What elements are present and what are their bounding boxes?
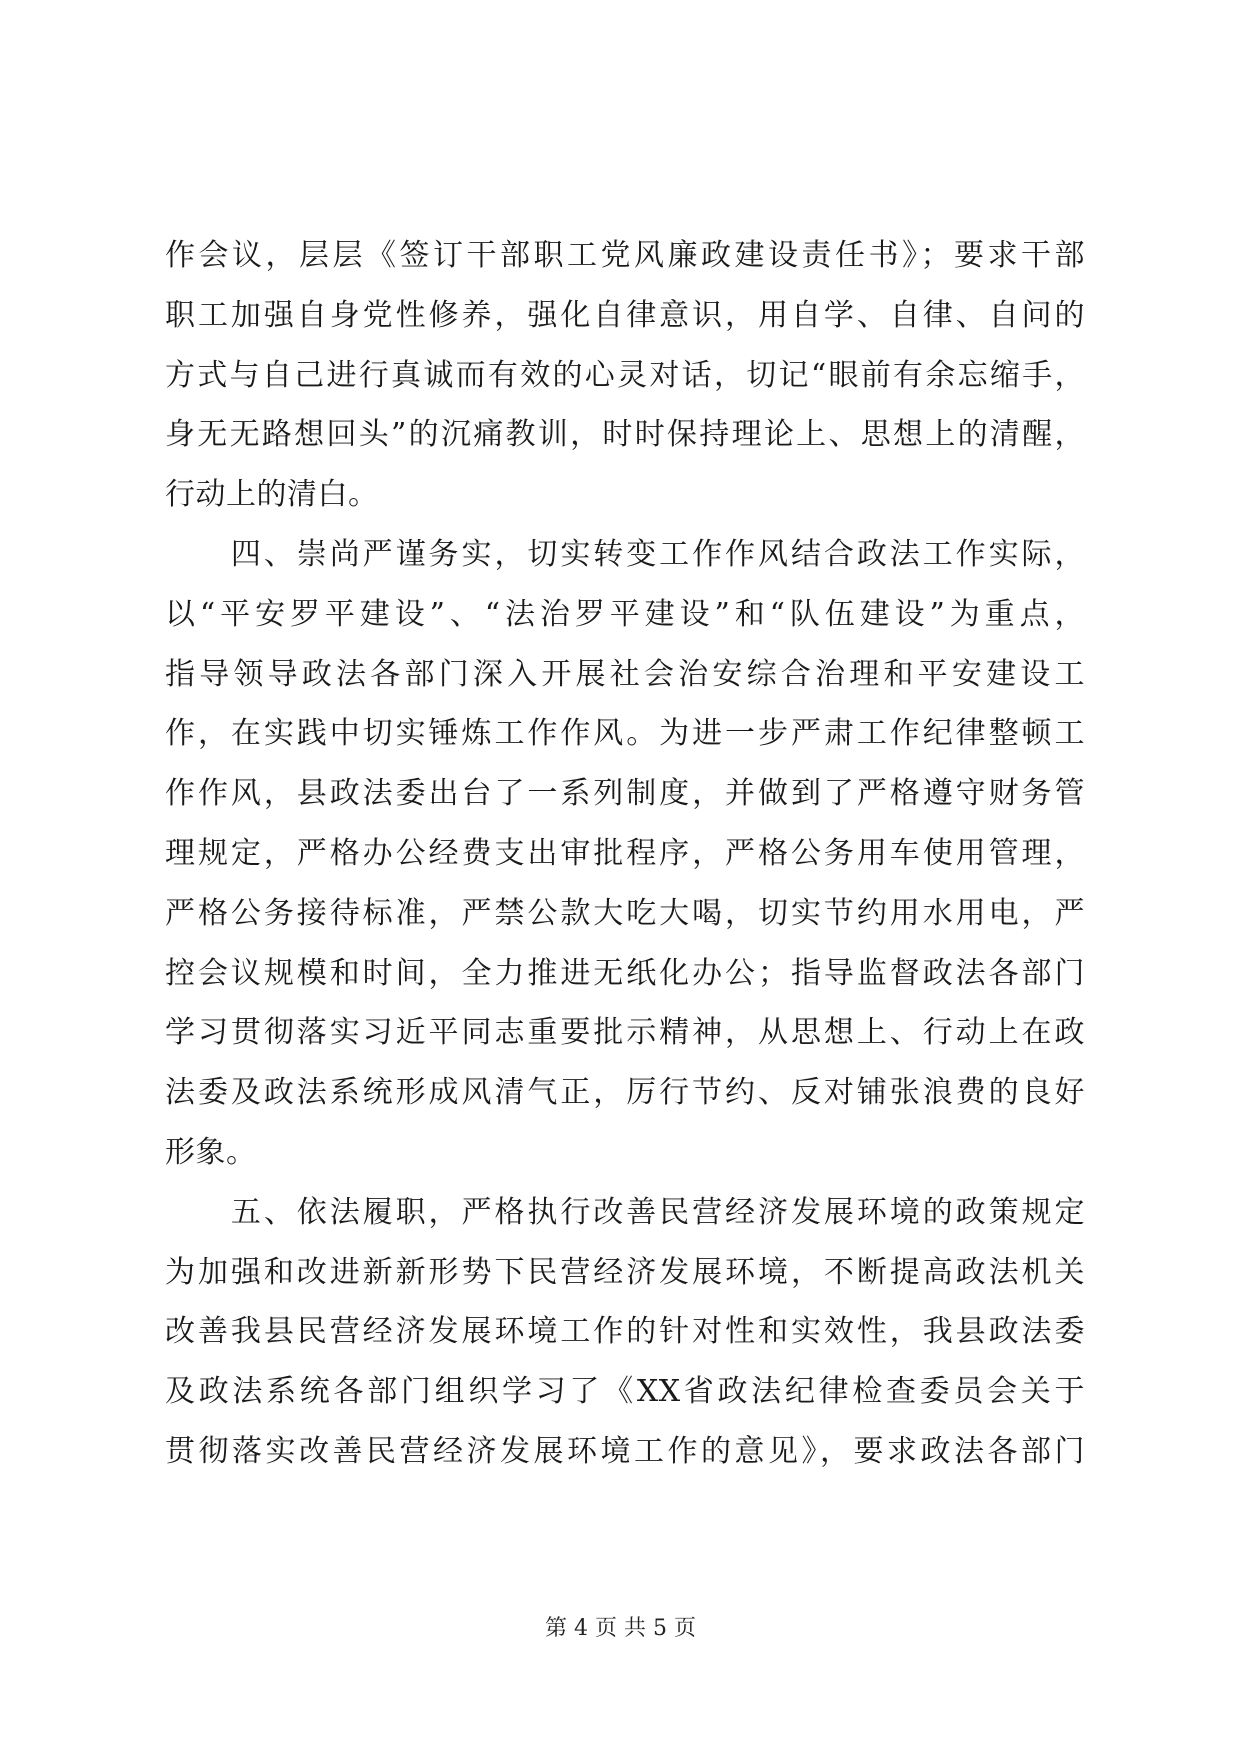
text-line: 作会议，层层《签订干部职工党风廉政建设责任书》；要求干部: [165, 238, 1085, 273]
text-line: 方式与自己进行真诚而有效的心灵对话，切记“眼前有余忘缩手，: [165, 357, 1085, 393]
text-line: 改善我县民营经济发展环境工作的针对性和实效性，我县政法委: [165, 1314, 1085, 1350]
text-line: 及政法系统各部门组织学习了《XX省政法纪律检查委员会关于: [165, 1374, 1085, 1410]
text-line: 学习贯彻落实习近平同志重要批示精神，从思想上、行动上在政: [165, 1015, 1085, 1051]
text-line: 严格公务接待标准，严禁公款大吃大喝，切实节约用水用电，严: [165, 895, 1085, 931]
text-line: 为加强和改进新新形势下民营经济发展环境，不断提高政法机关: [165, 1254, 1085, 1290]
text-line: 以“平安罗平建设”、“法治罗平建设”和“队伍建设”为重点，: [165, 596, 1085, 632]
text-line: 形象。: [165, 1134, 257, 1170]
text-line: 作作风，县政法委出台了一系列制度，并做到了严格遵守财务管: [165, 776, 1085, 812]
text-line: 职工加强自身党性修养，强化自律意识，用自学、自律、自问的: [165, 297, 1085, 333]
text-line: 控会议规模和时间，全力推进无纸化办公；指导监督政法各部门: [165, 955, 1085, 991]
text-line: 作，在实践中切实锤炼工作作风。为进一步严肃工作纪律整顿工: [165, 716, 1085, 752]
text-line: 指导领导政法各部门深入开展社会治安综合治理和平安建设工: [165, 656, 1085, 692]
text-line: 贯彻落实改善民营经济发展环境工作的意见》，要求政法各部门: [165, 1433, 1085, 1469]
page-number-footer: 第 4 页 共 5 页: [545, 1616, 696, 1641]
text-line: 四、崇尚严谨务实，切实转变工作作风结合政法工作实际，: [165, 536, 1085, 572]
text-line: 身无无路想回头”的沉痛教训，时时保持理论上、思想上的清醒，: [165, 417, 1085, 453]
text-line: 五、依法履职，严格执行改善民营经济发展环境的政策规定: [165, 1194, 1085, 1230]
document-body: [165, 226, 1085, 1482]
text-line: 法委及政法系统形成风清气正，厉行节约、反对铺张浪费的良好: [165, 1075, 1085, 1111]
text-line: 行动上的清白。: [165, 477, 379, 513]
text-line: 理规定，严格办公经费支出审批程序，严格公务用车使用管理，: [165, 835, 1085, 871]
